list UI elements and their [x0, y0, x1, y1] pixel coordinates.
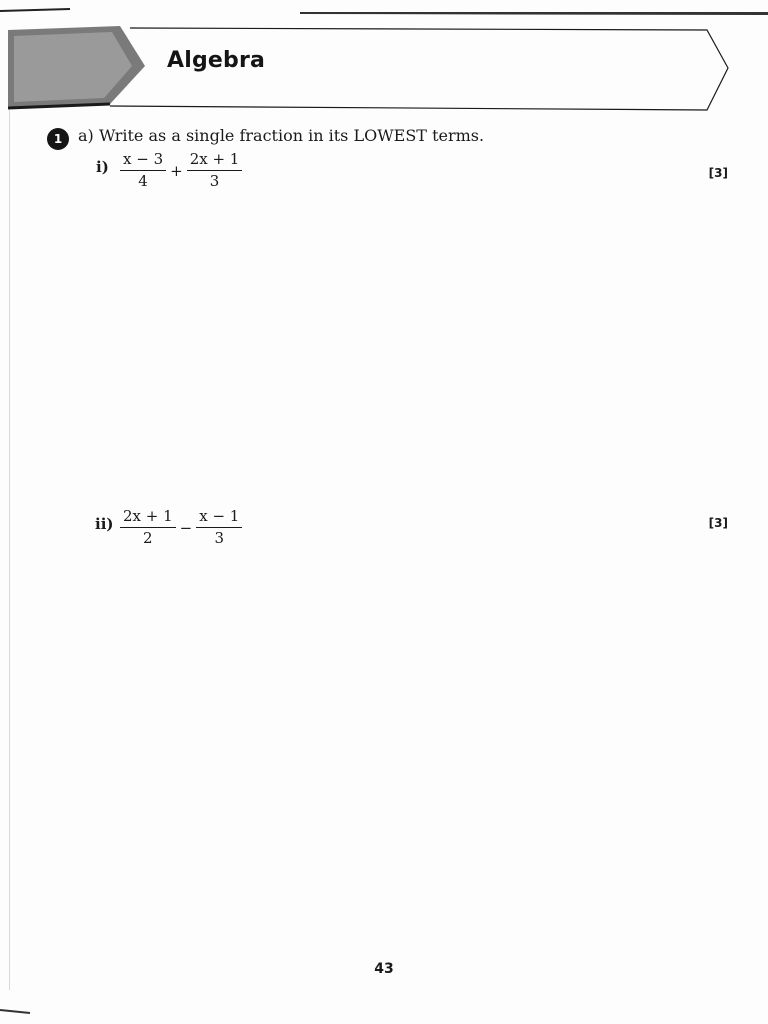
part-label: a): [78, 126, 94, 145]
corner-mark: [0, 1008, 40, 1016]
fraction: [187, 150, 243, 190]
subpart-label: ii): [95, 515, 114, 533]
denominator: 3: [214, 529, 225, 547]
numerator: x − 1: [196, 507, 242, 528]
chapter-banner: [0, 18, 740, 118]
page-number: 43: [374, 961, 394, 977]
operator: −: [179, 519, 193, 537]
expression-i: [120, 150, 242, 190]
operator: +: [170, 162, 183, 180]
subpart-label: i): [96, 158, 109, 176]
fraction: [196, 507, 242, 547]
denominator: 4: [138, 172, 148, 190]
fraction: [120, 150, 166, 190]
question-number-badge: 1: [47, 128, 69, 150]
denominator: 3: [209, 172, 220, 190]
numerator: x − 3: [120, 150, 166, 171]
margin-line: [9, 110, 10, 990]
marks-label: [3]: [708, 516, 728, 530]
top-rule: [0, 8, 768, 18]
chapter-title: Algebra: [167, 48, 266, 73]
marks-label: [3]: [708, 166, 728, 180]
denominator: 2: [143, 529, 153, 547]
question-instruction: Write as a single fraction in its LOWEST terms.: [99, 126, 485, 145]
fraction: [120, 507, 176, 547]
numerator: 2x + 1: [187, 150, 243, 171]
expression-ii: [120, 507, 242, 547]
numerator: 2x + 1: [120, 507, 176, 528]
